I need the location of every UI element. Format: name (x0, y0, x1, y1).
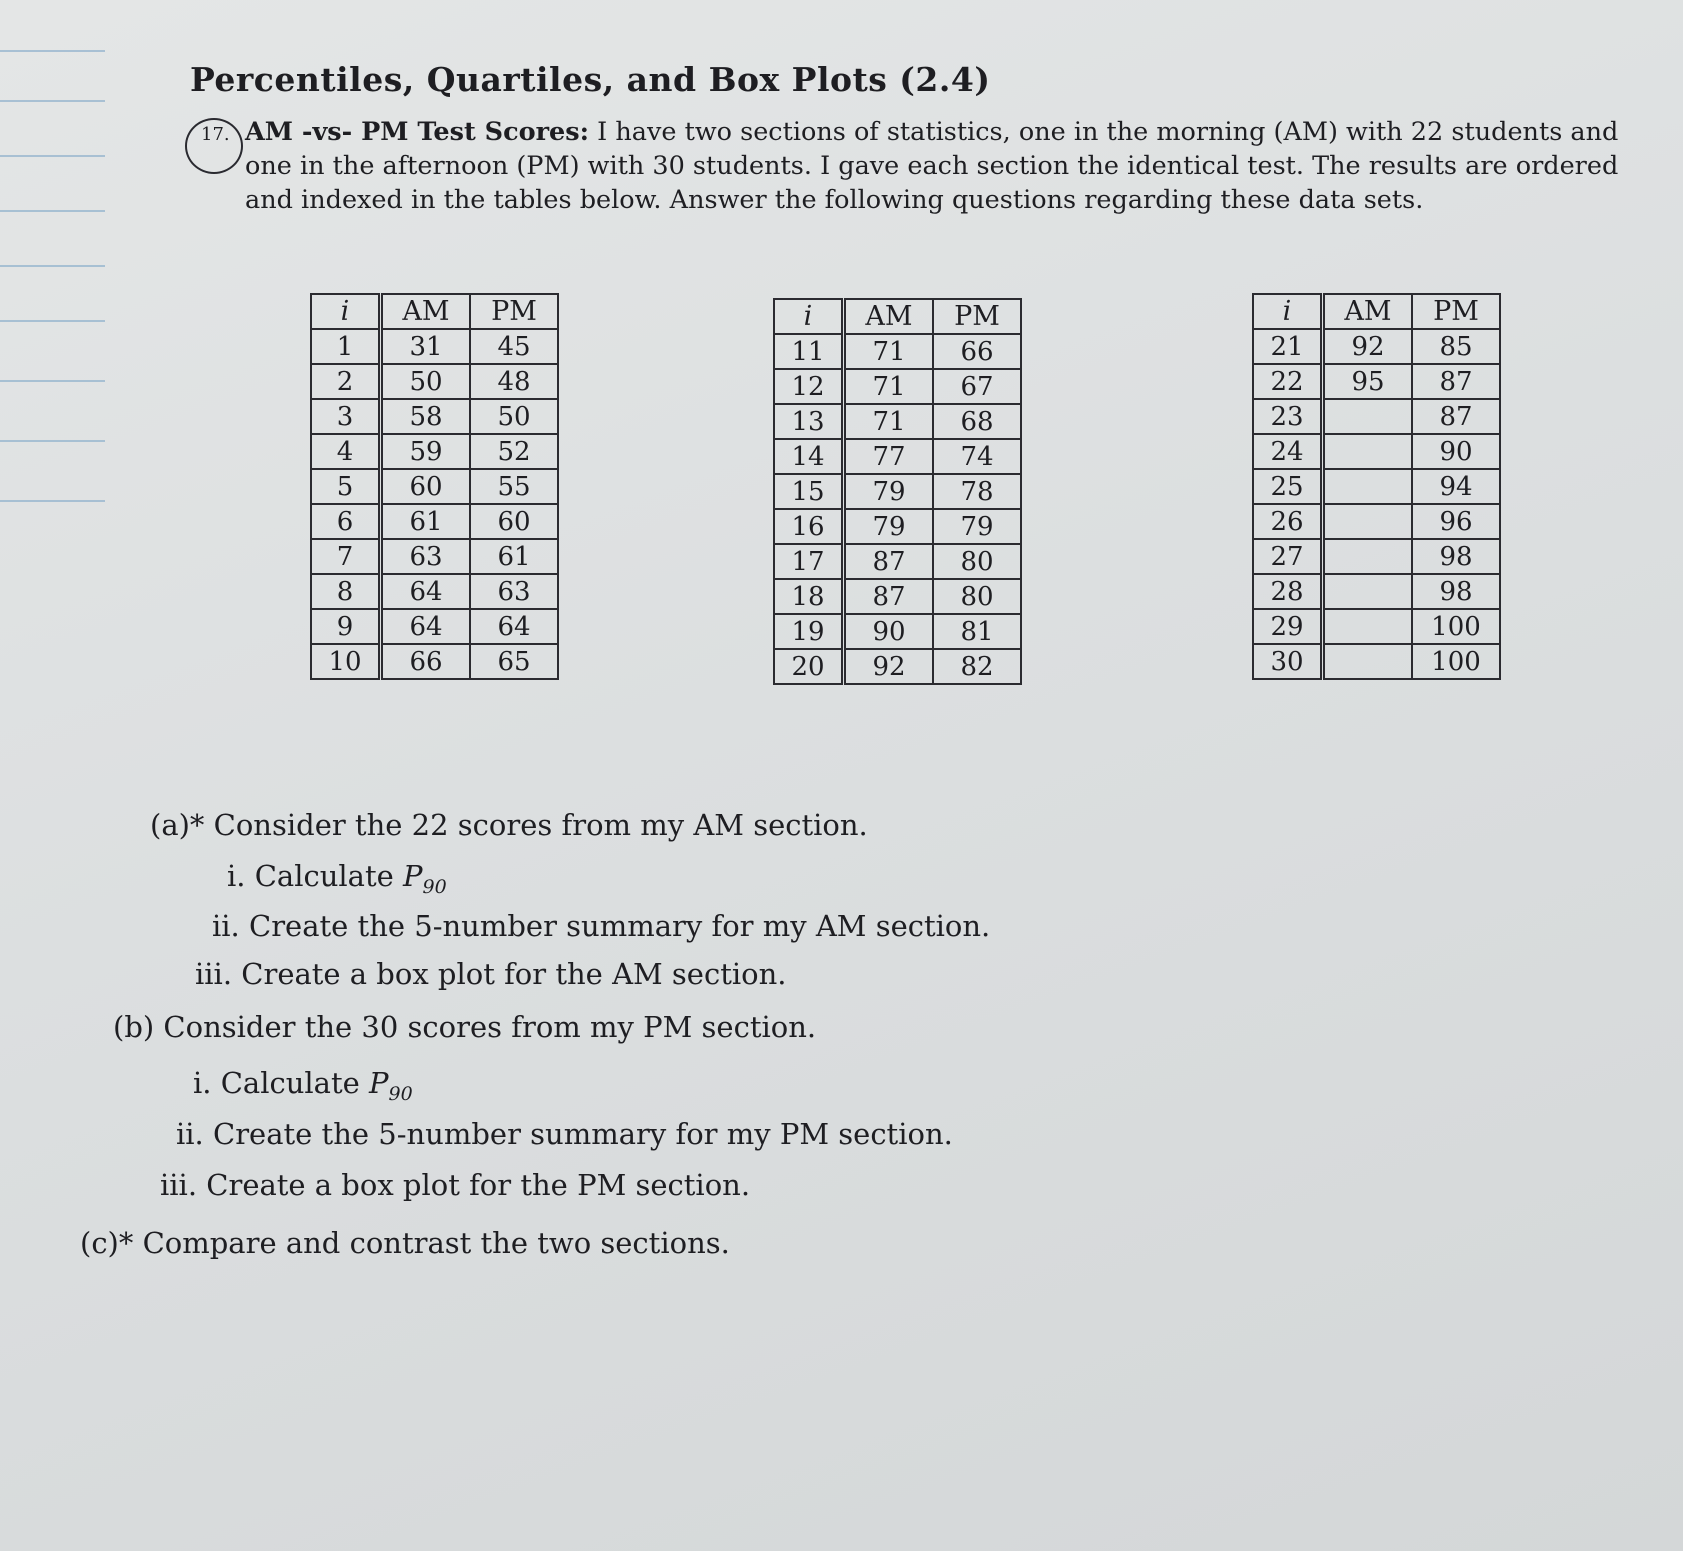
am-score-cell: 64 (381, 609, 471, 644)
index-cell: 16 (774, 509, 844, 544)
index-cell: 15 (774, 474, 844, 509)
index-cell: 3 (311, 399, 381, 434)
pm-score-cell: 80 (933, 579, 1021, 614)
column-header: AM (1323, 294, 1413, 329)
am-score-cell: 60 (381, 469, 471, 504)
am-score-cell: 71 (844, 369, 934, 404)
table-row (1253, 644, 1500, 679)
question-a-iii (195, 957, 787, 991)
index-cell: 24 (1253, 434, 1323, 469)
am-score-cell: 31 (381, 329, 471, 364)
problem-statement (245, 115, 1660, 217)
notebook-margin-lines (0, 0, 110, 560)
table-header-row (774, 299, 1021, 334)
question-a-ii-label: ii. (212, 909, 240, 943)
question-a-i (227, 859, 447, 898)
column-header: PM (1412, 294, 1500, 329)
question-b-iii-text: Create a box plot for the PM section. (206, 1168, 751, 1202)
index-cell: 13 (774, 404, 844, 439)
index-cell: 10 (311, 644, 381, 679)
column-header: i (774, 299, 844, 334)
am-score-cell (1323, 399, 1413, 434)
index-cell: 11 (774, 334, 844, 369)
pm-score-cell: 100 (1412, 609, 1500, 644)
index-cell: 26 (1253, 504, 1323, 539)
pm-score-cell: 98 (1412, 539, 1500, 574)
question-c-text: Compare and contrast the two sections. (142, 1226, 730, 1260)
index-cell: 4 (311, 434, 381, 469)
question-a-iii-text: Create a box plot for the AM section. (241, 957, 787, 991)
column-header: PM (933, 299, 1021, 334)
pm-score-cell: 85 (1412, 329, 1500, 364)
index-cell: 2 (311, 364, 381, 399)
table-row (1253, 504, 1500, 539)
column-header: AM (844, 299, 934, 334)
am-score-cell (1323, 609, 1413, 644)
index-cell: 17 (774, 544, 844, 579)
am-score-cell (1323, 504, 1413, 539)
pm-score-cell: 79 (933, 509, 1021, 544)
table-row (311, 469, 558, 504)
index-cell: 28 (1253, 574, 1323, 609)
index-cell: 18 (774, 579, 844, 614)
column-header: PM (470, 294, 558, 329)
table-row (1253, 469, 1500, 504)
am-score-cell: 79 (844, 509, 934, 544)
pm-score-cell: 74 (933, 439, 1021, 474)
index-cell: 23 (1253, 399, 1323, 434)
table-row (1253, 434, 1500, 469)
table-row (311, 644, 558, 679)
am-score-cell: 87 (844, 544, 934, 579)
table-row (774, 474, 1021, 509)
question-b-ii (176, 1117, 953, 1151)
table-row (774, 579, 1021, 614)
question-a (150, 808, 868, 842)
am-score-cell: 77 (844, 439, 934, 474)
index-cell: 1 (311, 329, 381, 364)
table-row (311, 609, 558, 644)
question-a-ii-text: Create the 5-number summary for my AM section. (249, 909, 991, 943)
question-b-i (193, 1066, 413, 1105)
am-score-cell (1323, 469, 1413, 504)
question-a-i-text: Calculate (254, 859, 394, 893)
question-a-i-var: P (403, 859, 423, 893)
scores-table-1 (310, 293, 559, 680)
index-cell: 12 (774, 369, 844, 404)
question-a-i-label: i. (227, 859, 246, 893)
question-b-iii-label: iii. (160, 1168, 198, 1202)
am-score-cell: 58 (381, 399, 471, 434)
table-row (774, 649, 1021, 684)
pm-score-cell: 52 (470, 434, 558, 469)
am-score-cell: 79 (844, 474, 934, 509)
question-a-iii-label: iii. (195, 957, 233, 991)
am-score-cell: 95 (1323, 364, 1413, 399)
scores-table-3 (1252, 293, 1501, 680)
question-b-text: Consider the 30 scores from my PM section. (163, 1010, 817, 1044)
question-a-label: (a)* (150, 808, 205, 842)
scores-table-2 (773, 298, 1022, 685)
table-row (311, 364, 558, 399)
pm-score-cell: 100 (1412, 644, 1500, 679)
question-b-i-var: P (369, 1066, 389, 1100)
index-cell: 7 (311, 539, 381, 574)
column-header: AM (381, 294, 471, 329)
index-cell: 20 (774, 649, 844, 684)
column-header: i (1253, 294, 1323, 329)
question-a-ii (212, 909, 990, 943)
index-cell: 5 (311, 469, 381, 504)
am-score-cell (1323, 539, 1413, 574)
pm-score-cell: 60 (470, 504, 558, 539)
table-row (311, 504, 558, 539)
pm-score-cell: 94 (1412, 469, 1500, 504)
table-row (311, 329, 558, 364)
question-b-i-sub: 90 (388, 1082, 413, 1105)
pm-score-cell: 48 (470, 364, 558, 399)
question-a-text: Consider the 22 scores from my AM section. (213, 808, 868, 842)
question-b-label: (b) (113, 1010, 155, 1044)
index-cell: 8 (311, 574, 381, 609)
table-row (311, 574, 558, 609)
table-row (311, 434, 558, 469)
am-score-cell: 66 (381, 644, 471, 679)
question-c (80, 1226, 730, 1260)
table-row (774, 509, 1021, 544)
index-cell: 6 (311, 504, 381, 539)
problem-lead: AM -vs- PM Test Scores: (245, 117, 590, 147)
table-row (774, 614, 1021, 649)
table-row (774, 334, 1021, 369)
table-row (1253, 574, 1500, 609)
question-c-label: (c)* (80, 1226, 134, 1260)
column-header: i (311, 294, 381, 329)
table-row (774, 404, 1021, 439)
am-score-cell: 50 (381, 364, 471, 399)
question-b-i-label: i. (193, 1066, 212, 1100)
pm-score-cell: 63 (470, 574, 558, 609)
question-a-i-sub: 90 (422, 875, 447, 898)
table-row (311, 399, 558, 434)
question-b-ii-text: Create the 5-number summary for my PM section. (213, 1117, 953, 1151)
pm-score-cell: 61 (470, 539, 558, 574)
problem-number: 17. (185, 118, 243, 174)
pm-score-cell: 80 (933, 544, 1021, 579)
am-score-cell: 61 (381, 504, 471, 539)
am-score-cell: 90 (844, 614, 934, 649)
index-cell: 30 (1253, 644, 1323, 679)
section-title: Percentiles, Quartiles, and Box Plots (2.4) (190, 60, 991, 99)
table-row (1253, 364, 1500, 399)
pm-score-cell: 65 (470, 644, 558, 679)
index-cell: 14 (774, 439, 844, 474)
am-score-cell: 71 (844, 404, 934, 439)
am-score-cell: 64 (381, 574, 471, 609)
pm-score-cell: 82 (933, 649, 1021, 684)
am-score-cell: 71 (844, 334, 934, 369)
table-row (1253, 539, 1500, 574)
am-score-cell: 59 (381, 434, 471, 469)
table-row (774, 544, 1021, 579)
table-row (774, 369, 1021, 404)
table-row (1253, 329, 1500, 364)
pm-score-cell: 50 (470, 399, 558, 434)
am-score-cell: 87 (844, 579, 934, 614)
table-header-row (311, 294, 558, 329)
am-score-cell: 63 (381, 539, 471, 574)
table-row (1253, 609, 1500, 644)
pm-score-cell: 66 (933, 334, 1021, 369)
pm-score-cell: 67 (933, 369, 1021, 404)
index-cell: 19 (774, 614, 844, 649)
pm-score-cell: 87 (1412, 364, 1500, 399)
index-cell: 22 (1253, 364, 1323, 399)
am-score-cell: 92 (844, 649, 934, 684)
pm-score-cell: 96 (1412, 504, 1500, 539)
index-cell: 25 (1253, 469, 1323, 504)
question-b-i-text: Calculate (220, 1066, 360, 1100)
index-cell: 29 (1253, 609, 1323, 644)
pm-score-cell: 81 (933, 614, 1021, 649)
problem-text: I have two sections of statistics, one in the morning (AM) with 22 students and one in the afternoon (PM) with 30 students. I gave each section the identical test. The results are ordered and indexed in the tables below. Answer the following questions regarding these data sets. (245, 117, 1619, 215)
table-row (774, 439, 1021, 474)
pm-score-cell: 68 (933, 404, 1021, 439)
pm-score-cell: 64 (470, 609, 558, 644)
table-row (1253, 399, 1500, 434)
index-cell: 21 (1253, 329, 1323, 364)
am-score-cell (1323, 574, 1413, 609)
question-b-ii-label: ii. (176, 1117, 204, 1151)
am-score-cell (1323, 434, 1413, 469)
index-cell: 27 (1253, 539, 1323, 574)
am-score-cell: 92 (1323, 329, 1413, 364)
am-score-cell (1323, 644, 1413, 679)
question-b-iii (160, 1168, 750, 1202)
table-header-row (1253, 294, 1500, 329)
pm-score-cell: 78 (933, 474, 1021, 509)
table-row (311, 539, 558, 574)
index-cell: 9 (311, 609, 381, 644)
pm-score-cell: 45 (470, 329, 558, 364)
pm-score-cell: 98 (1412, 574, 1500, 609)
pm-score-cell: 55 (470, 469, 558, 504)
pm-score-cell: 90 (1412, 434, 1500, 469)
question-b (113, 1010, 816, 1044)
pm-score-cell: 87 (1412, 399, 1500, 434)
